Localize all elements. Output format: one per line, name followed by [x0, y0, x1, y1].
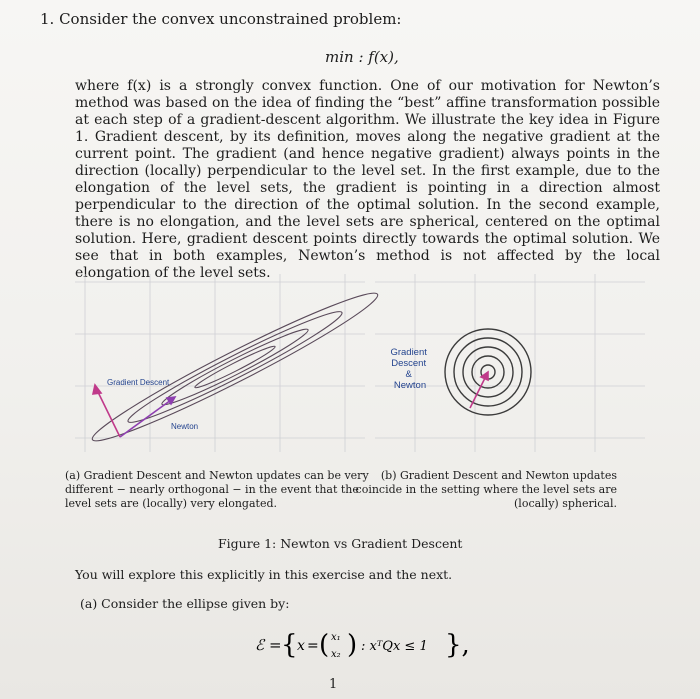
- explore-text: You will explore this explicitly in this exercise and the next.: [75, 567, 453, 582]
- part-a-text: (a) Consider the ellipse given by:: [80, 596, 290, 611]
- problem-heading: 1. Consider the convex unconstrained problem:: [40, 10, 402, 28]
- newton-arrow: [120, 397, 175, 437]
- ellipse-formula: [255, 620, 475, 668]
- condition: : xᵀQx ≤ 1: [361, 639, 428, 654]
- left-paren: (: [319, 630, 330, 660]
- gradient-descent-label: Gradient Descent: [107, 378, 170, 387]
- left-brace: {: [281, 630, 298, 660]
- figure-1: [75, 272, 645, 454]
- set-symbol: ℰ: [255, 636, 265, 654]
- right-brace: },: [445, 630, 470, 660]
- figure-grid: [75, 274, 645, 452]
- figure-title: Figure 1: Newton vs Gradient Descent: [218, 536, 463, 551]
- caption-a: (a) Gradient Descent and Newton updates can be very different − nearly orthogonal − in the event that the level sets are (locally) very elongated.: [65, 469, 369, 510]
- newton-label: Newton: [171, 422, 199, 431]
- gradient-descent-arrow: [93, 385, 120, 437]
- elongated-level-sets: [86, 281, 385, 453]
- right-paren: ): [347, 630, 358, 660]
- vector-x2: x₂: [331, 649, 341, 660]
- caption-b: (b) Gradient Descent and Newton updates coincide in the setting where the level sets are (locally) spherical.: [355, 469, 617, 510]
- equals-sign: =: [269, 636, 282, 654]
- var-x: x: [297, 638, 305, 654]
- combined-label: Gradient Descent & Newton: [390, 347, 427, 391]
- vector-x1: x₁: [331, 632, 341, 643]
- min-expression: min : f(x),: [325, 48, 399, 66]
- equals-sign-2: =: [307, 638, 319, 654]
- page-number: 1: [329, 677, 338, 692]
- problem-paragraph: where f(x) is a strongly convex function. One of our motivation for Newton’s method was based on the idea of finding the “best” affine transformation possible at each step of a gradient-descent algorithm. We illustrate the key idea in Figure 1. Gradient descent, by its definition, moves along the negative gradient at the current point. The gradient (and hence negative gradient) always points in the direction (locally) perpendicular to the level set. In the first example, due to the elongation of the level sets, the gradient is pointing in a direction almost perpendicular to the direction of the optimal solution. In the second example, there is no elongation, and the level sets are spherical, centered on the optimal solution. Here, gradient descent points directly towards the optimal solution. We see that in both examples, Newton’s method is not affected by the local elongation of the level sets.: [75, 78, 660, 281]
